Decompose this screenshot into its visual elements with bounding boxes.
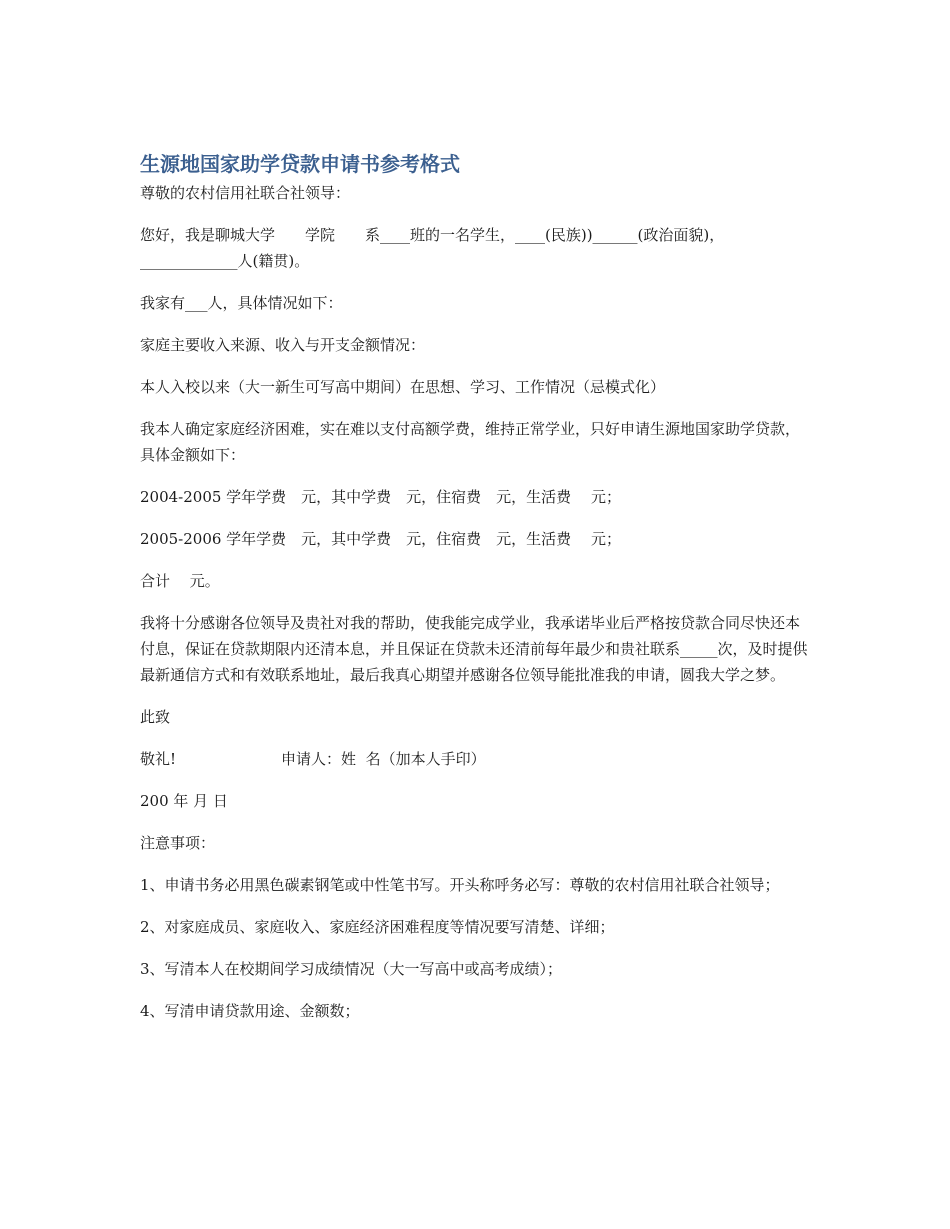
paragraph-performance: 本人入校以来（大一新生可写高中期间）在思想、学习、工作情况（忌模式化）: [140, 378, 666, 396]
greeting: 尊敬的农村信用社联合社领导：: [140, 184, 351, 202]
date-line: 200 年 月 日: [140, 792, 228, 810]
note-item-1: 1、申请书务必用黑色碳素钢笔或中性笔书写。开头称呼务必写：尊敬的农村信用社联合社领导；: [140, 876, 780, 894]
paragraph-intro: 您好，我是聊城大学 学院 系____班的一名学生，____(民族))______(政治面貌)，_____________人(籍贯)。: [140, 226, 725, 270]
document-body: [140, 148, 812, 1024]
page-title: 生源地国家助学贷款申请书参考格式: [140, 152, 460, 176]
note-item-4: 4、写清申请贷款用途、金额数；: [140, 1002, 360, 1020]
paragraph-year-2004: 2004-2005 学年学费 元，其中学费 元，住宿费 元，生活费 元；: [140, 488, 621, 506]
paragraph-difficulty: 我本人确定家庭经济困难，实在难以支付高额学费，维持正常学业，只好申请生源地国家助学贷款，具体金额如下：: [140, 420, 801, 464]
paragraph-commitment: 我将十分感谢各位领导及贵社对我的帮助，使我能完成学业，我承诺毕业后严格按贷款合同尽快还本付息，保证在贷款期限内还清本息，并且保证在贷款未还清前每年最少和贵社联系_____次，及时提供最新通信方式和有效联系地址，最后我真心期望并感谢各位领导能批准我的申请，圆我大学之梦。: [140, 614, 808, 684]
paragraph-family-size: 我家有___人，具体情况如下：: [140, 294, 343, 312]
notes-heading: 注意事项：: [140, 834, 216, 852]
paragraph-year-2005: 2005-2006 学年学费 元，其中学费 元，住宿费 元，生活费 元；: [140, 530, 621, 548]
note-item-2: 2、对家庭成员、家庭收入、家庭经济困难程度等情况要写清楚、详细；: [140, 918, 615, 936]
closing-cizhi: 此致: [140, 708, 171, 726]
note-item-3: 3、写清本人在校期间学习成绩情况（大一写高中或高考成绩）；: [140, 960, 563, 978]
closing-signature: 敬礼! 申请人：姓 名（加本人手印）: [140, 750, 486, 768]
paragraph-income: 家庭主要收入来源、收入与开支金额情况：: [140, 336, 426, 354]
paragraph-total: 合计 元。: [140, 572, 220, 590]
